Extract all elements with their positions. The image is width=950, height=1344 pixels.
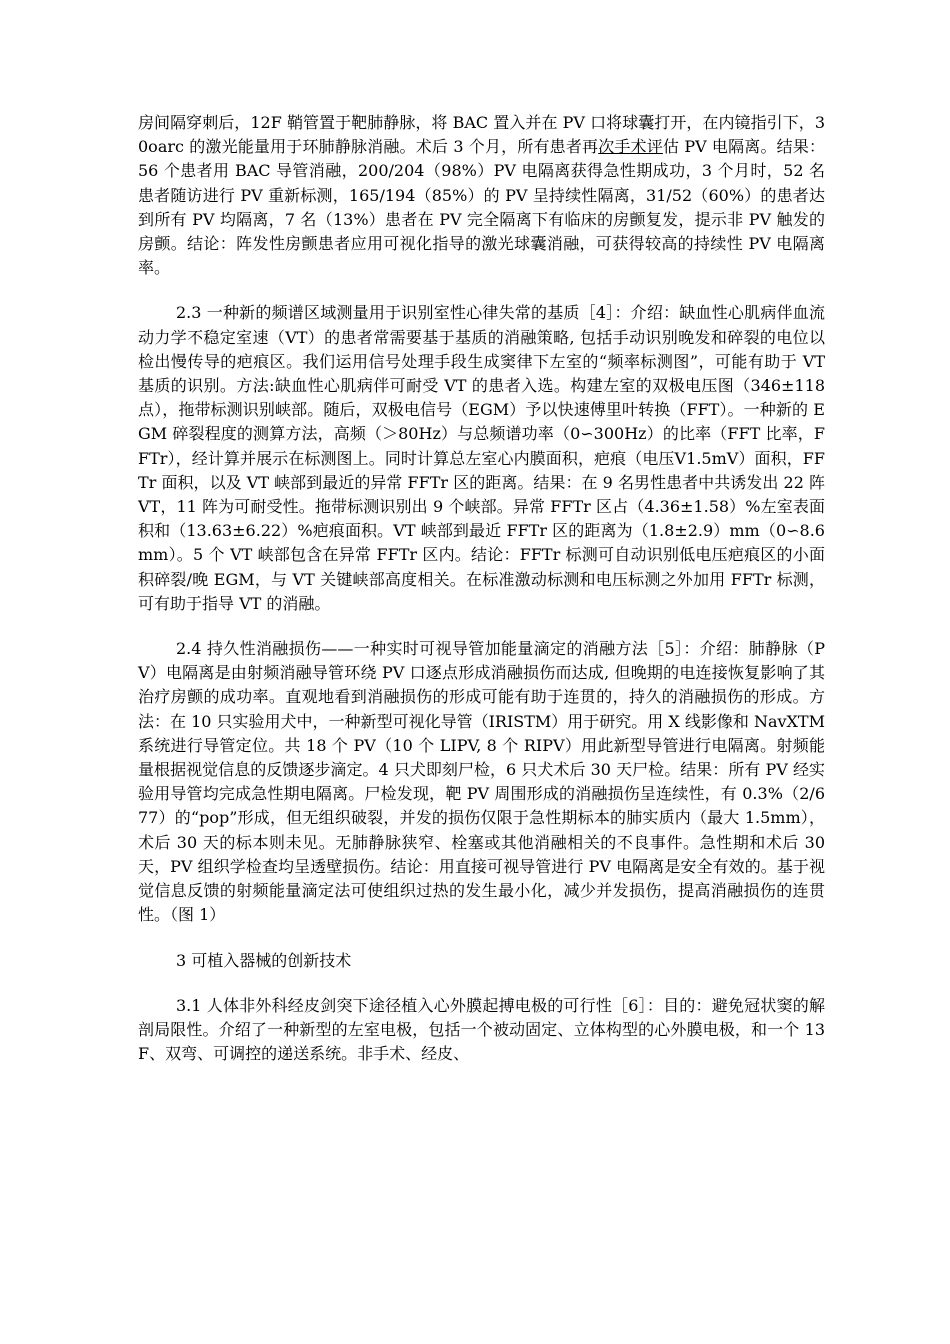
paragraph-pv-isolation-results [138,111,825,280]
paragraph-text: 房间隔穿刺后，12F 鞘管置于靶肺静脉，将 BAC 置入并在 PV 口将球囊打开，在内镜指引下，30oarc 的激光能量用于环肺静脉消融。术后 3 个月，所有患者再 [138,113,825,157]
underlined-text: 次手术评 [598,137,663,157]
paragraph-section-3-1: 3.1 人体非外科经皮剑突下途径植入心外膜起搏电极的可行性［6］：目的：避免冠状窦的解剖局限性。介绍了一种新型的左室电极，包括一个被动固定、立体构型的心外膜电极，和一个 13F、双弯、可调控的递送系统。非手术、经皮、 [138,995,825,1064]
paragraph-section-2-3: 2.3 一种新的频谱区域测量用于识别室性心律失常的基质［4］：介绍：缺血性心肌病伴血流动力学不稳定室速（VT）的患者常需要基于基质的消融策略, 包括手动识别晚发和碎裂的电位以检出慢传导的疤痕区。我们运用信号处理手段生成窦律下左室的“频率标测图”，可能有助于 VT 基质的识别。方法:缺血性心肌病伴可耐受 VT 的患者入选。构建左室的双极电压图（346±118 点），拖带标测识别峡部。随后，双极电信号（EGM）予以快速傅里叶转换（FFT）。一种新的 EGM 碎裂程度的测算方法，高频（＞80Hz）与总频谱功率（0∽300Hz）的比率（FFT 比率，FFTr），经计算并展示在标测图上。同时计算总左室心内膜面积，疤痕（电压Ⅴ1.5mV）面积，FFTr 面积，以及 VT 峡部到最近的异常 FFTr 区的距离。结果：在 9 名男性患者中共诱发出 22 阵 VT，11 阵为可耐受性。拖带标测识别出 9 个峡部。异常 FFTr 区占（4.36±1.58）%左室表面积和（13.63±6.22）%疤痕面积。VT 峡部到最近 FFTr 区的距离为（1.8±2.9）mm（0∽8.6mm）。5 个 VT 峡部包含在异常 FFTr 区内。结论：FFTr 标测可自动识别低电压疤痕区的小面积碎裂/晚 EGM，与 VT 关键峡部高度相关。在标准激动标测和电压标测之外加用 FFTr 标测，可有助于指导 VT 的消融。 [138,303,825,613]
section-heading-3: 3 可植入器械的创新技术 [176,950,352,970]
paragraph-text: 估 PV 电隔离。结果：56 个患者用 BAC 导管消融，200/204（98%）PV 电隔离获得急性期成功，3 个月时，52 名患者随访进行 PV 重新标测，165/194（85%）的 PV 呈持续性隔离，31/52（60%）的患者达到所有 PV 均隔离，7 名（13%）患者在 PV 完全隔离下有临床的房颤复发，提示非 PV 触发的房颤。结论：阵发性房颤患者应用可视化指导的激光球囊消融，可获得较高的持续性 PV 电隔离率。 [138,137,825,278]
paragraph-section-2-4: 2.4 持久性消融损伤——一种实时可视导管加能量滴定的消融方法［5］：介绍：肺静脉（PV）电隔离是由射频消融导管环绕 PV 口逐点形成消融损伤而达成, 但晚期的电连接恢复影响了其治疗房颤的成功率。直观地看到消融损伤的形成可能有助于连贯的，持久的消融损伤的形成。方法：在 10 只实验用犬中，一种新型可视化导管（IRISTM）用于研究。用 X 线影像和 NavXTM 系统进行导管定位。共 18 个 PV（10 个 LIPV, 8 个 RIPV）用此新型导管进行电隔离。射频能量根据视觉信息的反馈逐步滴定。4 只犬即刻尸检，6 只犬术后 30 天尸检。结果：所有 PV 经实验用导管均完成急性期电隔离。尸检发现，靶 PV 周围形成的消融损伤呈连续性，有 0.3%（2/677）的“pop”形成，但无组织破裂，并发的损伤仅限于急性期标本的肺实质内（最大 1.5mm），术后 30 天的标本则未见。无肺静脉狭窄、栓塞或其他消融相关的不良事件。急性期和术后 30 天，PV 组织学检查均呈透壁损伤。结论：用直接可视导管进行 PV 电隔离是安全有效的。基于视觉信息反馈的射频能量滴定法可使组织过热的发生最小化，减少并发损伤，提高消融损伤的连贯性。（图 1） [138,639,825,925]
